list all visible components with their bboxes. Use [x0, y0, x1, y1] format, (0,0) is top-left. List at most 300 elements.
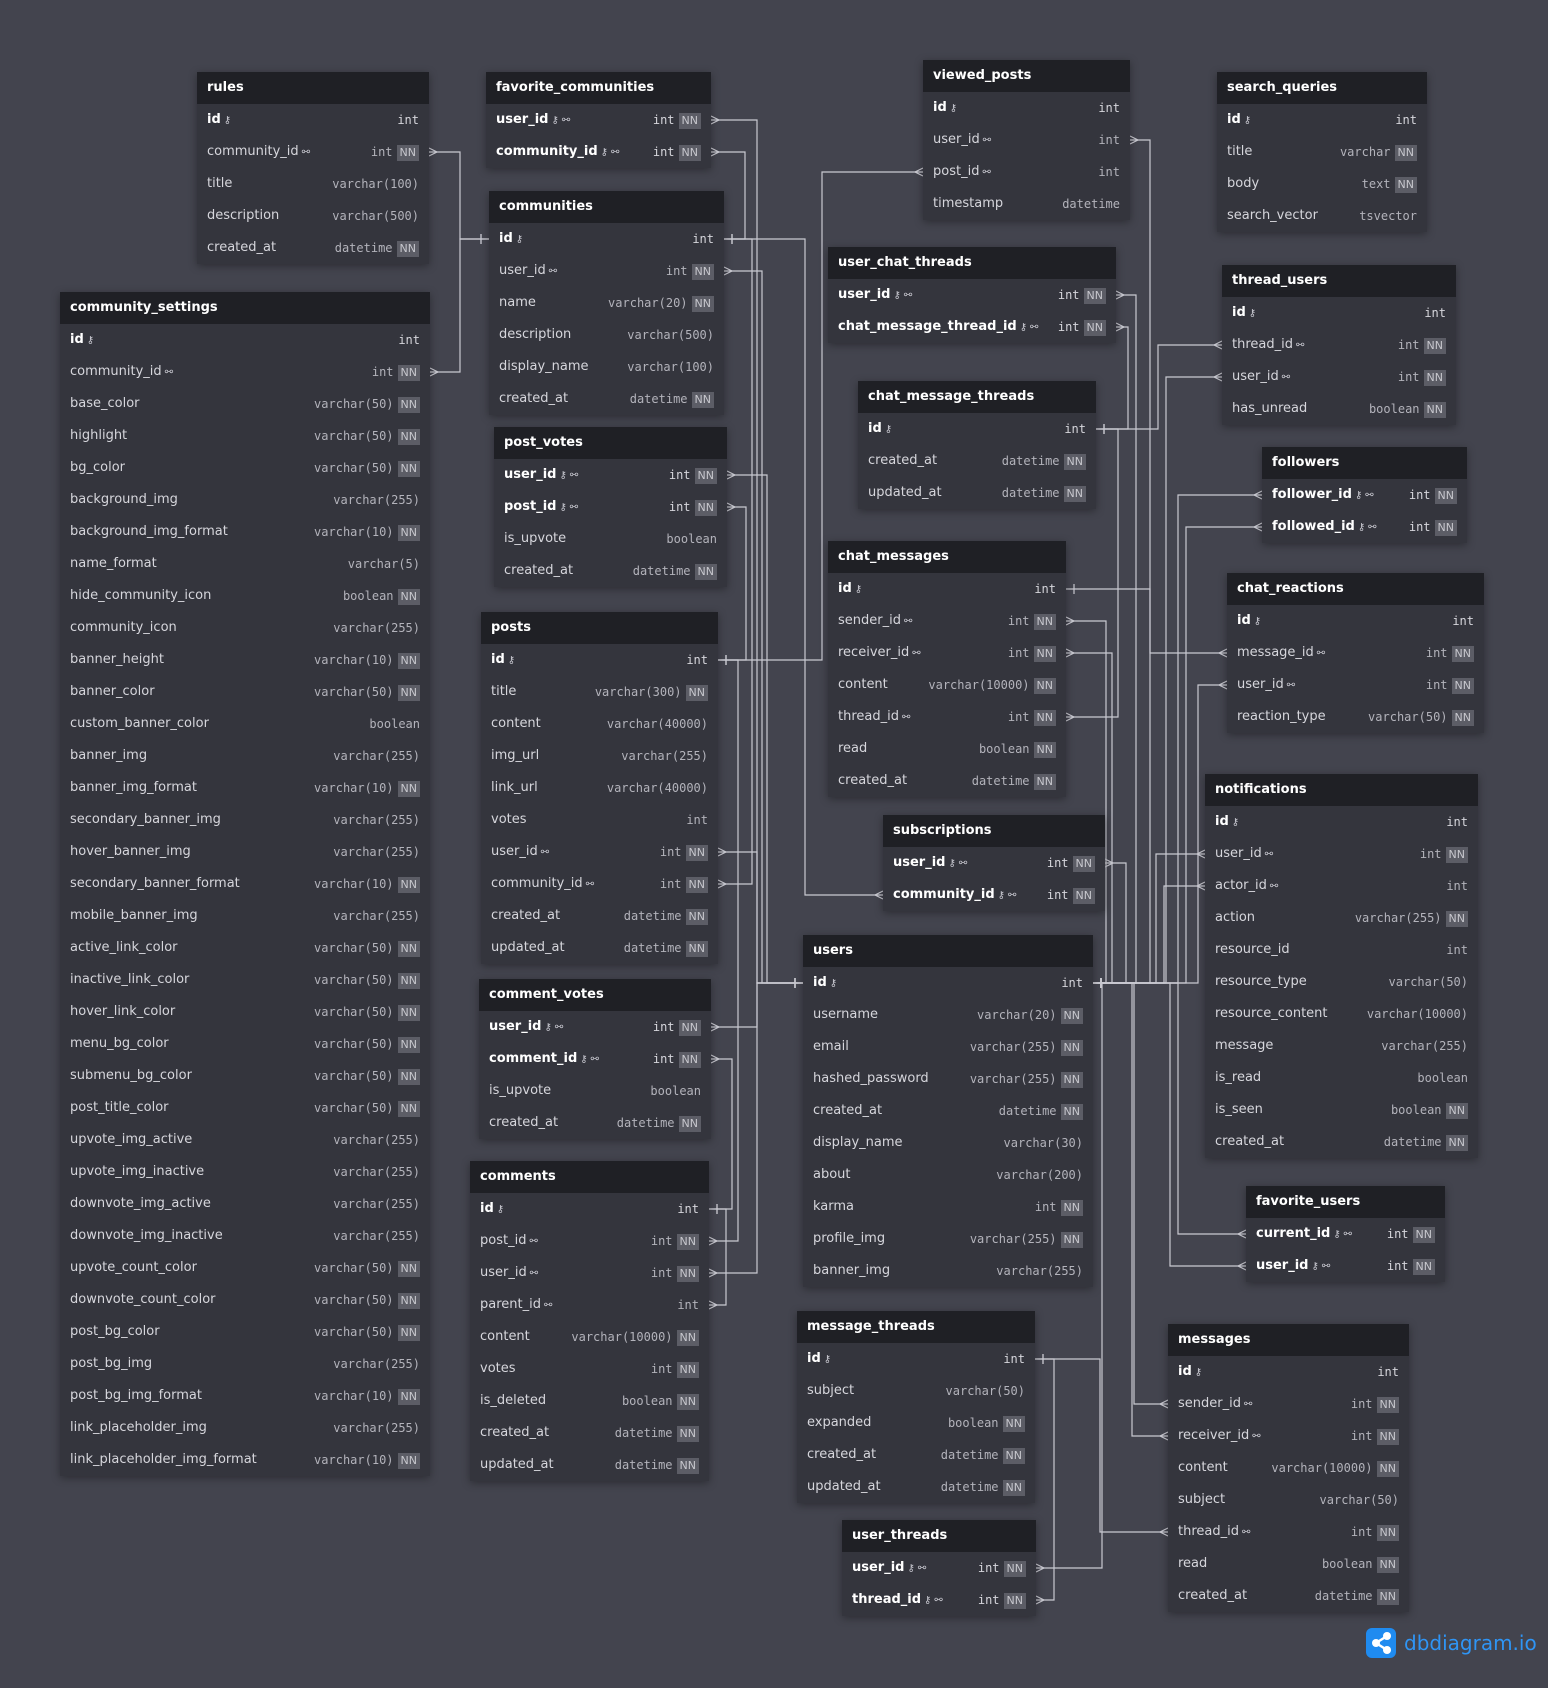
- brand-logo[interactable]: [1366, 1628, 1537, 1658]
- relation-comment_votes-user_id[interactable]: [711, 983, 803, 1027]
- field-row[interactable]: [197, 104, 429, 136]
- many-marker: [709, 1269, 717, 1277]
- field-name-text: subject: [807, 1383, 855, 1398]
- field-row[interactable]: [60, 1252, 430, 1284]
- field-row[interactable]: [486, 104, 711, 136]
- table-comment-votes[interactable]: [479, 979, 711, 1139]
- field-type-text: varchar(50): [314, 1101, 394, 1115]
- relation-thread_users-user_id[interactable]: [1093, 377, 1222, 983]
- field-row[interactable]: [481, 772, 718, 804]
- table-search-queries[interactable]: [1217, 72, 1427, 232]
- field-row[interactable]: [60, 740, 430, 772]
- field-row[interactable]: [60, 1444, 430, 1476]
- not-null-badge: NN: [398, 973, 420, 989]
- field-row[interactable]: [1217, 136, 1427, 168]
- table-subscriptions[interactable]: [883, 815, 1105, 911]
- link-icon: ⚯: [543, 1299, 553, 1311]
- field-name: [1227, 136, 1340, 168]
- field-type-text: varchar(20): [608, 296, 688, 310]
- field-row[interactable]: [60, 612, 430, 644]
- field-type: [398, 324, 420, 356]
- field-row[interactable]: [1168, 1580, 1409, 1612]
- field-type: [972, 765, 1056, 797]
- field-name: [70, 452, 314, 484]
- field-row[interactable]: [60, 1188, 430, 1220]
- field-type-text: int: [652, 113, 675, 127]
- field-row[interactable]: [470, 1193, 709, 1225]
- field-row[interactable]: [60, 1060, 430, 1092]
- field-row[interactable]: [1222, 329, 1456, 361]
- field-row[interactable]: [494, 555, 727, 587]
- field-row[interactable]: [494, 491, 727, 523]
- field-row[interactable]: [828, 733, 1066, 765]
- relation-communities-user_id[interactable]: [724, 271, 803, 983]
- field-row[interactable]: [481, 868, 718, 900]
- table-header[interactable]: messages: [1168, 1324, 1409, 1356]
- field-row[interactable]: [481, 932, 718, 964]
- field-row[interactable]: [803, 1159, 1093, 1191]
- field-name-text: community_icon: [70, 620, 177, 635]
- field-row[interactable]: [197, 232, 429, 264]
- table-messages[interactable]: [1168, 1324, 1409, 1612]
- field-name: [70, 676, 314, 708]
- field-row[interactable]: [923, 188, 1130, 220]
- field-row[interactable]: [803, 1127, 1093, 1159]
- field-row[interactable]: [828, 573, 1066, 605]
- field-name: [813, 1031, 970, 1063]
- not-null-badge: NN: [677, 1394, 699, 1410]
- field-row[interactable]: [489, 351, 724, 383]
- field-type-text: varchar(50): [1368, 710, 1448, 724]
- field-row[interactable]: [470, 1353, 709, 1385]
- not-null-badge: NN: [1452, 678, 1474, 694]
- field-row[interactable]: [797, 1471, 1035, 1503]
- table-header[interactable]: posts: [481, 612, 718, 644]
- field-name: [70, 772, 314, 804]
- field-name: [207, 232, 335, 264]
- field-row[interactable]: [60, 1316, 430, 1348]
- table-header[interactable]: comments: [470, 1161, 709, 1193]
- field-name: [1178, 1548, 1322, 1580]
- field-name-text: post_bg_img_format: [70, 1388, 202, 1403]
- field-row[interactable]: [803, 1063, 1093, 1095]
- table-chat-messages[interactable]: [828, 541, 1066, 797]
- field-type: [1320, 1484, 1399, 1516]
- field-row[interactable]: [1222, 361, 1456, 393]
- field-row[interactable]: [1205, 1126, 1478, 1158]
- field-row[interactable]: [60, 836, 430, 868]
- field-row[interactable]: [923, 156, 1130, 188]
- field-row[interactable]: [1205, 870, 1478, 902]
- field-row[interactable]: [803, 1031, 1093, 1063]
- table-favorite-communities[interactable]: [486, 72, 711, 168]
- field-row[interactable]: [1227, 605, 1484, 637]
- field-name: [1237, 701, 1368, 733]
- field-row[interactable]: [803, 1191, 1093, 1223]
- field-row[interactable]: [60, 644, 430, 676]
- table-header[interactable]: chat_message_threads: [858, 381, 1096, 413]
- table-followers[interactable]: [1262, 447, 1467, 543]
- not-null-badge: NN: [677, 1234, 699, 1250]
- field-type: [314, 1316, 420, 1348]
- field-row[interactable]: [60, 324, 430, 356]
- field-name-text: secondary_banner_img: [70, 812, 221, 827]
- table-header[interactable]: community_settings: [60, 292, 430, 324]
- field-name-text: banner_height: [70, 652, 164, 667]
- field-row[interactable]: [858, 477, 1096, 509]
- field-type: [1409, 511, 1457, 543]
- field-row[interactable]: [60, 1028, 430, 1060]
- table-communities[interactable]: [489, 191, 724, 415]
- field-row[interactable]: [828, 311, 1116, 343]
- field-row[interactable]: [486, 136, 711, 168]
- link-icon: ⚯: [1286, 679, 1296, 691]
- field-row[interactable]: [60, 708, 430, 740]
- table-header[interactable]: user_threads: [842, 1520, 1036, 1552]
- relation-messages-sender_id[interactable]: [1093, 983, 1168, 1404]
- field-row[interactable]: [1205, 998, 1478, 1030]
- field-name-text: actor_id: [1215, 877, 1267, 893]
- field-row[interactable]: [858, 413, 1096, 445]
- field-type: [996, 1159, 1083, 1191]
- field-row[interactable]: [1222, 393, 1456, 425]
- field-row[interactable]: [923, 124, 1130, 156]
- table-header[interactable]: chat_messages: [828, 541, 1066, 573]
- field-type: [607, 708, 708, 740]
- field-row[interactable]: [803, 1223, 1093, 1255]
- field-row[interactable]: [1205, 1062, 1478, 1094]
- field-name-text: background_img: [70, 492, 178, 507]
- field-row[interactable]: [1227, 637, 1484, 669]
- field-row[interactable]: [494, 459, 727, 491]
- field-type: [314, 1284, 420, 1316]
- field-row[interactable]: [479, 1075, 711, 1107]
- table-header[interactable]: followers: [1262, 447, 1467, 479]
- field-type: [1389, 966, 1468, 998]
- field-row[interactable]: [60, 1092, 430, 1124]
- field-row[interactable]: [803, 1095, 1093, 1127]
- field-row[interactable]: [797, 1343, 1035, 1375]
- table-header[interactable]: notifications: [1205, 774, 1478, 806]
- relation-notifications-actor_id[interactable]: [1093, 886, 1205, 983]
- field-row[interactable]: [470, 1225, 709, 1257]
- field-row[interactable]: [470, 1257, 709, 1289]
- field-row[interactable]: [60, 356, 430, 388]
- field-row[interactable]: [1205, 934, 1478, 966]
- field-row[interactable]: [60, 1380, 430, 1412]
- field-type-text: datetime: [940, 1448, 999, 1462]
- field-row[interactable]: [1168, 1388, 1409, 1420]
- field-row[interactable]: [489, 383, 724, 415]
- table-chat-message-threads[interactable]: [858, 381, 1096, 509]
- relation-comments-parent_id[interactable]: [709, 1209, 726, 1305]
- field-row[interactable]: [60, 1412, 430, 1444]
- field-row[interactable]: [481, 708, 718, 740]
- relation-community_settings-community_id[interactable]: [430, 239, 489, 372]
- field-row[interactable]: [842, 1552, 1036, 1584]
- field-row[interactable]: [828, 279, 1116, 311]
- field-type-text: varchar(50): [314, 397, 394, 411]
- field-row[interactable]: [1168, 1356, 1409, 1388]
- table-header[interactable]: message_threads: [797, 1311, 1035, 1343]
- field-row[interactable]: [1262, 511, 1467, 543]
- link-icon: ⚯: [934, 1594, 943, 1606]
- field-row[interactable]: [494, 523, 727, 555]
- field-name: [70, 1348, 333, 1380]
- field-name: [480, 1193, 677, 1226]
- field-row[interactable]: [803, 1255, 1093, 1287]
- field-type-text: varchar(5): [347, 557, 420, 571]
- field-type: [946, 1375, 1025, 1407]
- relation-rules-community_id[interactable]: [429, 152, 489, 239]
- field-row[interactable]: [60, 964, 430, 996]
- field-row[interactable]: [479, 1043, 711, 1075]
- field-name-text: id: [1232, 304, 1246, 320]
- field-row[interactable]: [470, 1417, 709, 1449]
- table-user-chat-threads[interactable]: [828, 247, 1116, 343]
- field-row[interactable]: [797, 1407, 1035, 1439]
- field-row[interactable]: [797, 1375, 1035, 1407]
- field-row[interactable]: [923, 92, 1130, 124]
- field-row[interactable]: [60, 772, 430, 804]
- field-row[interactable]: [60, 580, 430, 612]
- field-type: [1062, 188, 1120, 220]
- relation-comments-user_id[interactable]: [709, 983, 803, 1273]
- relation-post_votes-user_id[interactable]: [727, 475, 803, 983]
- field-row[interactable]: [1205, 902, 1478, 934]
- field-row[interactable]: [489, 319, 724, 351]
- field-row[interactable]: [1246, 1218, 1445, 1250]
- relation-notifications-user_id[interactable]: [1093, 854, 1205, 983]
- field-row[interactable]: [1217, 200, 1427, 232]
- field-row[interactable]: [1168, 1548, 1409, 1580]
- field-row[interactable]: [197, 136, 429, 168]
- field-row[interactable]: [60, 420, 430, 452]
- table-posts[interactable]: [481, 612, 718, 964]
- relation-posts-user_id[interactable]: [718, 852, 803, 983]
- field-type: [1322, 1548, 1399, 1580]
- field-row[interactable]: [481, 804, 718, 836]
- table-header[interactable]: viewed_posts: [923, 60, 1130, 92]
- field-row[interactable]: [1168, 1420, 1409, 1452]
- field-row[interactable]: [858, 445, 1096, 477]
- field-row[interactable]: [883, 847, 1105, 879]
- relation-chat_messages-sender_id[interactable]: [1066, 621, 1106, 983]
- table-viewed-posts[interactable]: [923, 60, 1130, 220]
- not-null-badge: NN: [1003, 1416, 1025, 1432]
- field-name-text: hover_banner_img: [70, 844, 191, 859]
- field-row[interactable]: [60, 484, 430, 516]
- field-row[interactable]: [797, 1439, 1035, 1471]
- many-marker: [711, 1055, 719, 1063]
- field-row[interactable]: [883, 879, 1105, 911]
- relation-comment_votes-comment_id[interactable]: [709, 1059, 732, 1209]
- field-name-text: message: [1215, 1038, 1274, 1053]
- table-header[interactable]: search_queries: [1217, 72, 1427, 104]
- field-row[interactable]: [60, 900, 430, 932]
- field-row[interactable]: [489, 287, 724, 319]
- field-type-text: int: [1007, 614, 1030, 628]
- field-row[interactable]: [481, 644, 718, 676]
- relation-user_threads-thread_id[interactable]: [1035, 1359, 1054, 1600]
- field-name-text: thread_id: [852, 1591, 922, 1607]
- table-header[interactable]: subscriptions: [883, 815, 1105, 847]
- field-row[interactable]: [1205, 966, 1478, 998]
- field-row[interactable]: [60, 548, 430, 580]
- field-row[interactable]: [60, 452, 430, 484]
- field-row[interactable]: [470, 1289, 709, 1321]
- field-row[interactable]: [60, 1220, 430, 1252]
- table-header[interactable]: rules: [197, 72, 429, 104]
- field-row[interactable]: [60, 868, 430, 900]
- field-name-text: created_at: [491, 908, 561, 923]
- table-header[interactable]: users: [803, 935, 1093, 967]
- field-name-text: user_id: [838, 286, 891, 302]
- field-row[interactable]: [1246, 1250, 1445, 1282]
- field-row[interactable]: [1168, 1452, 1409, 1484]
- field-row[interactable]: [1222, 297, 1456, 329]
- field-row[interactable]: [479, 1011, 711, 1043]
- field-row[interactable]: [828, 765, 1066, 797]
- field-name-text: link_placeholder_img_format: [70, 1452, 257, 1467]
- field-row[interactable]: [1227, 701, 1484, 733]
- field-name: [807, 1343, 1003, 1376]
- field-row[interactable]: [60, 388, 430, 420]
- field-type-text: varchar(50): [314, 1325, 394, 1339]
- relation-messages-receiver_id[interactable]: [1093, 983, 1168, 1436]
- field-row[interactable]: [1262, 479, 1467, 511]
- table-rules[interactable]: [197, 72, 429, 264]
- field-row[interactable]: [1168, 1484, 1409, 1516]
- table-community-settings[interactable]: [60, 292, 430, 1476]
- link-icon: ⚯: [610, 146, 620, 158]
- field-row[interactable]: [1205, 1030, 1478, 1062]
- table-header[interactable]: post_votes: [494, 427, 727, 459]
- relation-chat_reactions-message_id[interactable]: [1066, 589, 1227, 653]
- table-header[interactable]: favorite_communities: [486, 72, 711, 104]
- field-type: [595, 676, 708, 708]
- field-row[interactable]: [197, 168, 429, 200]
- field-row[interactable]: [1205, 838, 1478, 870]
- relation-messages-thread_id[interactable]: [1035, 1359, 1168, 1532]
- field-row[interactable]: [197, 200, 429, 232]
- field-name-text: bg_color: [70, 460, 126, 475]
- field-row[interactable]: [842, 1584, 1036, 1616]
- table-post-votes[interactable]: [494, 427, 727, 587]
- field-row[interactable]: [481, 676, 718, 708]
- field-row[interactable]: [1205, 1094, 1478, 1126]
- field-row[interactable]: [470, 1449, 709, 1481]
- field-type: [1369, 393, 1446, 425]
- field-name: [838, 279, 1058, 312]
- table-thread-users[interactable]: [1222, 265, 1456, 425]
- field-row[interactable]: [489, 255, 724, 287]
- field-row[interactable]: [481, 900, 718, 932]
- field-name-text: name_format: [70, 556, 157, 571]
- table-header[interactable]: thread_users: [1222, 265, 1456, 297]
- field-type-text: boolean: [1417, 1071, 1468, 1085]
- field-row[interactable]: [1217, 168, 1427, 200]
- field-row[interactable]: [489, 223, 724, 255]
- table-header[interactable]: user_chat_threads: [828, 247, 1116, 279]
- field-type-text: int: [1425, 646, 1448, 660]
- field-type: [978, 1552, 1026, 1584]
- field-row[interactable]: [1217, 104, 1427, 136]
- field-type: [1002, 477, 1086, 509]
- table-user-threads[interactable]: [842, 1520, 1036, 1616]
- field-name-text: sender_id: [1178, 1395, 1241, 1411]
- field-name-text: votes: [480, 1361, 516, 1376]
- field-row[interactable]: [828, 605, 1066, 637]
- field-name: [813, 1159, 996, 1191]
- field-row[interactable]: [479, 1107, 711, 1139]
- field-row[interactable]: [470, 1385, 709, 1417]
- field-row[interactable]: [828, 701, 1066, 733]
- field-row[interactable]: [828, 637, 1066, 669]
- table-header[interactable]: favorite_users: [1246, 1186, 1445, 1218]
- field-type-text: varchar(255): [969, 1072, 1057, 1086]
- field-row[interactable]: [60, 516, 430, 548]
- table-notifications[interactable]: [1205, 774, 1478, 1158]
- field-row[interactable]: [60, 804, 430, 836]
- table-comments[interactable]: [470, 1161, 709, 1481]
- field-name-text: title: [207, 176, 233, 191]
- field-row[interactable]: [828, 669, 1066, 701]
- field-type-text: boolean: [342, 589, 394, 603]
- table-message-threads[interactable]: [797, 1311, 1035, 1503]
- field-row[interactable]: [470, 1321, 709, 1353]
- field-type: [1061, 967, 1083, 999]
- field-type: [314, 1380, 420, 1412]
- field-row[interactable]: [60, 1124, 430, 1156]
- field-row[interactable]: [803, 999, 1093, 1031]
- field-row[interactable]: [60, 1284, 430, 1316]
- field-row[interactable]: [803, 967, 1093, 999]
- relation-thread_users-thread_id[interactable]: [1096, 345, 1222, 429]
- field-name: [491, 868, 660, 901]
- table-users[interactable]: [803, 935, 1093, 1287]
- table-header[interactable]: chat_reactions: [1227, 573, 1484, 605]
- field-name-text: message_id: [1237, 644, 1314, 660]
- field-row[interactable]: [60, 996, 430, 1028]
- field-row[interactable]: [60, 1156, 430, 1188]
- table-favorite-users[interactable]: [1246, 1186, 1445, 1282]
- field-row[interactable]: [1227, 669, 1484, 701]
- table-header[interactable]: communities: [489, 191, 724, 223]
- field-row[interactable]: [1168, 1516, 1409, 1548]
- field-row[interactable]: [60, 932, 430, 964]
- field-type-text: varchar(50): [314, 1293, 394, 1307]
- not-null-badge: NN: [1061, 1104, 1083, 1120]
- field-type: [314, 676, 420, 708]
- field-type-text: varchar(255): [969, 1232, 1057, 1246]
- field-type: [333, 1156, 420, 1188]
- field-name-text: id: [207, 111, 221, 127]
- field-type: [650, 1075, 701, 1107]
- field-type-text: datetime: [998, 1104, 1057, 1118]
- table-chat-reactions[interactable]: [1227, 573, 1484, 733]
- field-name-text: resource_type: [1215, 974, 1307, 989]
- field-name: [489, 1011, 653, 1044]
- table-header[interactable]: comment_votes: [479, 979, 711, 1011]
- field-row[interactable]: [481, 836, 718, 868]
- field-type-text: int: [1446, 879, 1468, 893]
- field-row[interactable]: [481, 740, 718, 772]
- field-row[interactable]: [1205, 806, 1478, 838]
- field-row[interactable]: [60, 1348, 430, 1380]
- field-row[interactable]: [60, 676, 430, 708]
- key-icon: ⚷: [949, 102, 958, 114]
